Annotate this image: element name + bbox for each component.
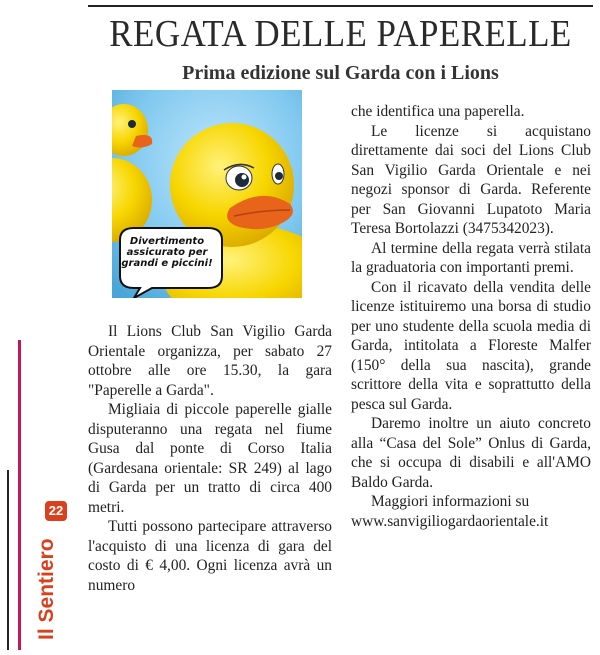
page-number-badge: 22	[45, 501, 67, 521]
paragraph: che identifica una paperella.	[351, 103, 525, 120]
header-rule	[88, 5, 593, 7]
margin-rule	[7, 470, 9, 650]
paragraph: Tutti possono partecipare attraverso l'acquisto di una licenza di gara del costo di € 4,00. Ogni licenza avrà un numero	[88, 518, 332, 594]
article-headline: REGATA DELLE PAPERELLE	[109, 13, 572, 55]
paragraph: Migliaia di piccole paperelle gialle disputeranno una regata nel fiume Gusa dal ponte di Corso Italia (Gardesana orientale: SR 249) al lago di Garda per un tratto di circa 400 metri.	[88, 401, 332, 516]
paragraph: Daremo inoltre un aiuto concreto alla “Casa del Sole” Onlus di Garda, che si occupa di disabili e all'AMO Baldo Garda.	[351, 415, 591, 491]
photo-caption: Divertimento assicurato per grandi e piccini!	[121, 236, 213, 269]
paragraph: Con il ricavato della vendita delle licenze istituiremo una borsa di studio per uno studente della scuola media di Garda, intitolata a Floreste Malfer (150° della sua nascita), grande scrittore della vita e soprattutto della pesca sul Garda.	[351, 278, 591, 413]
article-column-right	[351, 102, 591, 531]
paragraph: Maggiori informazioni su	[371, 493, 530, 510]
website-link[interactable]: www.sanvigiliogardaorientale.it	[351, 512, 549, 530]
magazine-title-vertical: Il Sentiero	[35, 538, 58, 640]
paragraph: Il Lions Club San Vigilio Garda Orientale organizza, per sabato 27 ottobre alle ore 15.30, la gara "Paperelle a Garda".	[88, 323, 332, 399]
article-column-left	[88, 322, 332, 595]
paragraph: Al termine della regata verrà stilata la graduatoria con importanti premi.	[351, 239, 591, 276]
accent-side-line	[18, 340, 21, 650]
article-subtitle: Prima edizione sul Garda con i Lions	[182, 62, 499, 84]
paragraph: Le licenze si acquistano direttamente dai soci del Lions Club San Vigilio Garda Orientale e nei negozi sponsor di Garda. Referente per San Giovanni Lupatoto Maria Teresa Bortolazzi (3475342023).	[351, 122, 591, 237]
